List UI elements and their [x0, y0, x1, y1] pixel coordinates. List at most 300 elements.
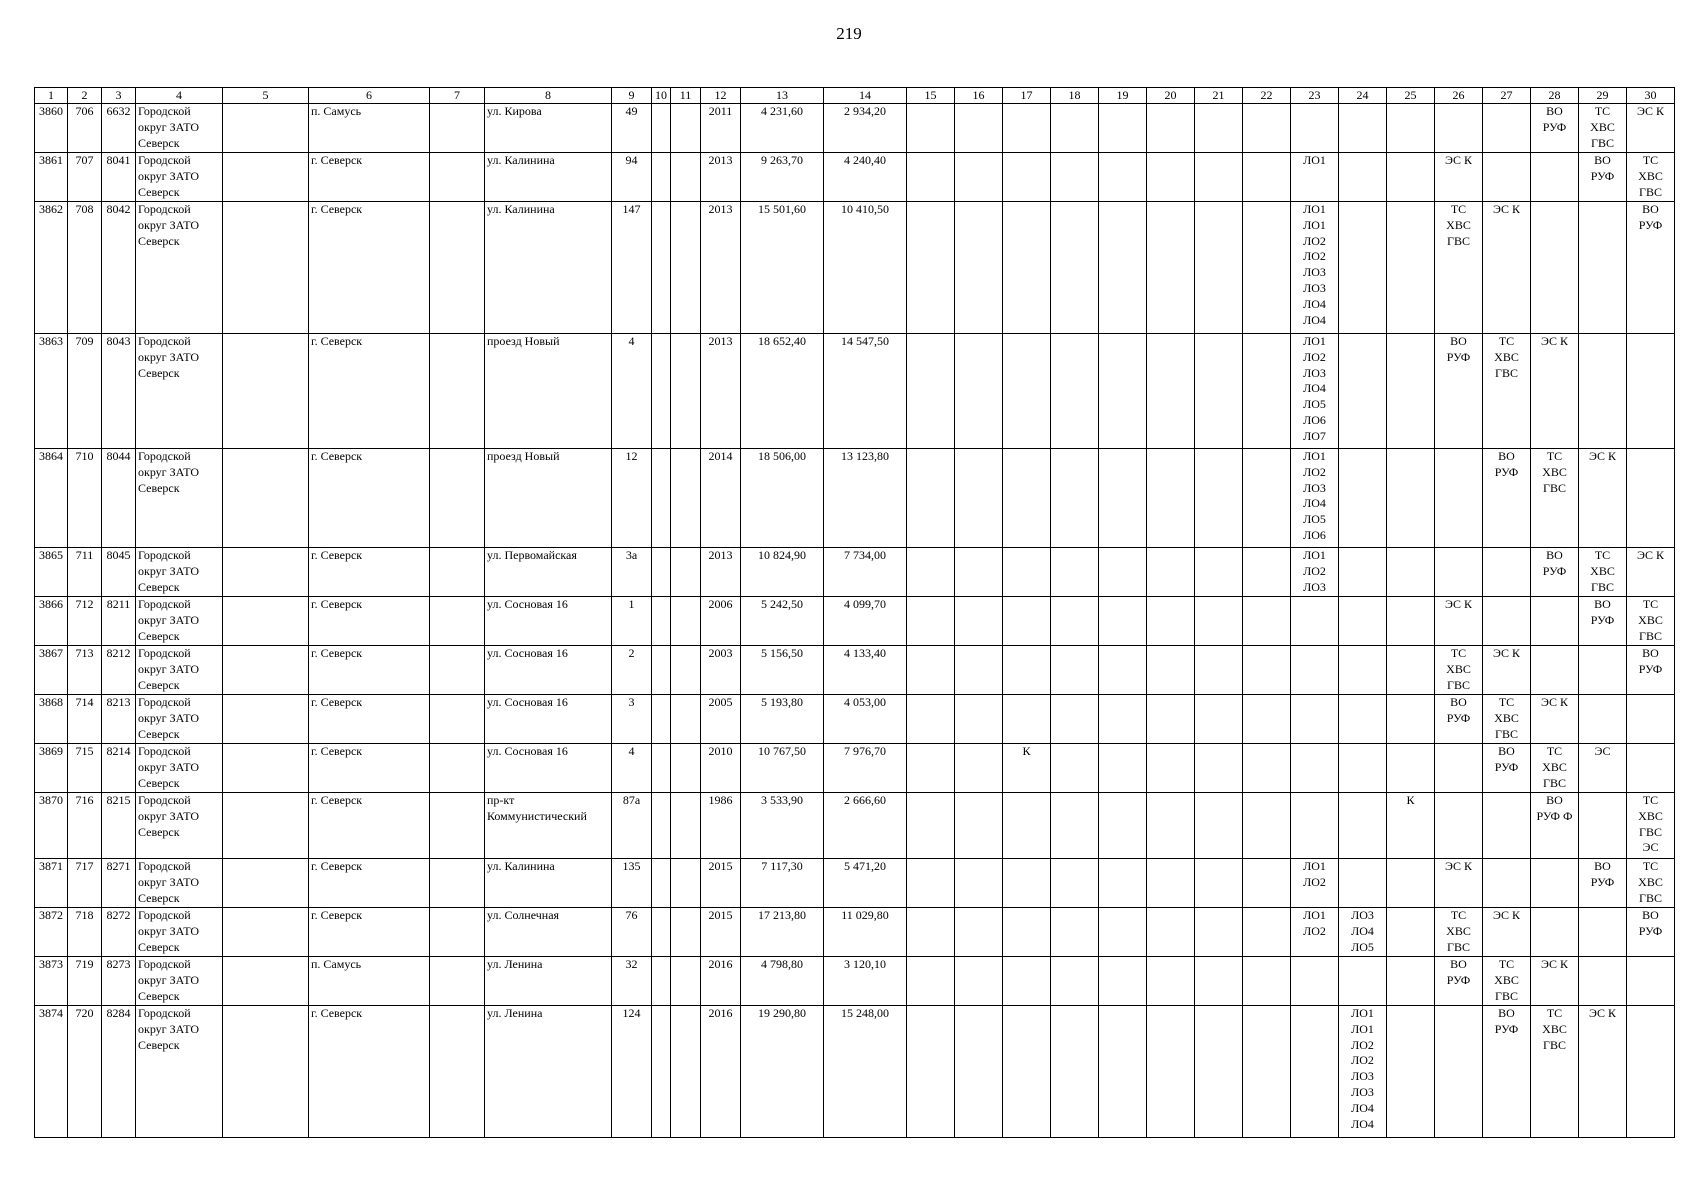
table-cell	[223, 202, 309, 334]
table-row	[35, 646, 1675, 695]
table-cell: 3860	[35, 104, 68, 153]
table-cell	[1531, 859, 1579, 908]
table-row	[35, 153, 1675, 202]
table-row	[35, 104, 1675, 153]
table-cell: 708	[68, 202, 102, 334]
table-cell	[955, 153, 1003, 202]
table-cell	[1195, 744, 1243, 793]
table-row	[35, 334, 1675, 449]
table-cell	[1291, 1006, 1339, 1138]
table-cell	[1099, 957, 1147, 1006]
table-cell: 713	[68, 646, 102, 695]
table-cell	[955, 1006, 1003, 1138]
table-cell: 3862	[35, 202, 68, 334]
table-cell	[1243, 646, 1291, 695]
table-cell: Городской округ ЗАТО Северск	[136, 597, 223, 646]
table-cell: ТС ХВС ГВС	[1531, 1006, 1579, 1138]
table-cell: ТС ХВС ГВС ЭС	[1627, 793, 1675, 859]
table-cell: 5 471,20	[824, 859, 907, 908]
table-cell: ЭС К	[1483, 646, 1531, 695]
table-cell: 2013	[701, 202, 741, 334]
table-cell	[1099, 597, 1147, 646]
table-cell	[1579, 793, 1627, 859]
table-cell	[907, 449, 955, 548]
table-cell: ЭС К	[1435, 859, 1483, 908]
table-cell	[1099, 793, 1147, 859]
table-cell: 2	[612, 646, 652, 695]
table-cell	[1387, 695, 1435, 744]
table-cell	[1003, 334, 1051, 449]
table-cell	[1003, 793, 1051, 859]
table-cell: ЛО1 ЛО2 ЛО3 ЛО4 ЛО5 ЛО6	[1291, 449, 1339, 548]
table-cell: Городской округ ЗАТО Северск	[136, 793, 223, 859]
table-cell	[223, 957, 309, 1006]
table-cell	[1051, 908, 1099, 957]
table-cell: 3870	[35, 793, 68, 859]
table-cell: ЛО1 ЛО2 ЛО3 ЛО4 ЛО5 ЛО6 ЛО7	[1291, 334, 1339, 449]
table-cell	[1435, 793, 1483, 859]
table-cell	[652, 646, 671, 695]
table-cell	[907, 859, 955, 908]
table-cell: ЭС К	[1483, 908, 1531, 957]
table-cell: 5 193,80	[741, 695, 824, 744]
table-cell: 714	[68, 695, 102, 744]
table-cell	[1003, 957, 1051, 1006]
table-row	[35, 202, 1675, 334]
table-cell: Городской округ ЗАТО Северск	[136, 548, 223, 597]
table-cell	[1483, 793, 1531, 859]
page-number: 219	[836, 24, 862, 43]
table-cell: 8041	[102, 153, 136, 202]
table-cell	[1195, 646, 1243, 695]
table-cell: г. Северск	[309, 695, 430, 744]
column-number-12: 12	[701, 88, 741, 104]
table-cell	[430, 548, 485, 597]
table-cell	[1387, 957, 1435, 1006]
table-cell	[652, 449, 671, 548]
table-cell	[1195, 153, 1243, 202]
table-cell: 8273	[102, 957, 136, 1006]
table-cell: 3871	[35, 859, 68, 908]
table-cell: ТС ХВС ГВС	[1483, 957, 1531, 1006]
table-cell	[1339, 104, 1387, 153]
table-cell: ЭС	[1579, 744, 1627, 793]
table-cell	[1627, 449, 1675, 548]
table-cell: 709	[68, 334, 102, 449]
table-cell: ТС ХВС ГВС	[1435, 908, 1483, 957]
table-cell: 711	[68, 548, 102, 597]
table-cell	[671, 202, 701, 334]
table-cell	[223, 449, 309, 548]
table-cell	[1579, 646, 1627, 695]
table-row	[35, 859, 1675, 908]
table-cell	[1339, 695, 1387, 744]
table-cell: 8214	[102, 744, 136, 793]
table-cell	[1387, 548, 1435, 597]
table-cell: 6632	[102, 104, 136, 153]
column-number-26: 26	[1435, 88, 1483, 104]
table-cell	[1195, 793, 1243, 859]
table-cell: ВО РУФ	[1531, 104, 1579, 153]
table-row	[35, 548, 1675, 597]
table-cell: Городской округ ЗАТО Северск	[136, 859, 223, 908]
table-cell	[1579, 695, 1627, 744]
table-cell	[671, 104, 701, 153]
table-cell	[1387, 859, 1435, 908]
table-cell: ЛО1 ЛО2	[1291, 859, 1339, 908]
table-cell	[1051, 695, 1099, 744]
column-number-28: 28	[1531, 88, 1579, 104]
table-cell: 10 410,50	[824, 202, 907, 334]
table-cell: п. Самусь	[309, 957, 430, 1006]
table-cell: ТС ХВС ГВС	[1627, 859, 1675, 908]
table-cell	[1339, 646, 1387, 695]
table-cell: Городской округ ЗАТО Северск	[136, 957, 223, 1006]
table-cell: 4 133,40	[824, 646, 907, 695]
table-cell: ЭС К	[1627, 104, 1675, 153]
table-cell: 2 666,60	[824, 793, 907, 859]
table-cell	[1051, 548, 1099, 597]
table-cell	[652, 744, 671, 793]
table-cell: ВО РУФ	[1579, 153, 1627, 202]
table-cell	[1435, 744, 1483, 793]
table-cell	[1243, 793, 1291, 859]
table-cell: Городской округ ЗАТО Северск	[136, 908, 223, 957]
table-cell	[1531, 646, 1579, 695]
table-cell: 15 501,60	[741, 202, 824, 334]
table-cell	[1195, 1006, 1243, 1138]
table-cell	[907, 104, 955, 153]
table-cell: 3864	[35, 449, 68, 548]
table-cell: 2006	[701, 597, 741, 646]
table-cell	[1099, 744, 1147, 793]
table-cell: ЛО1	[1291, 153, 1339, 202]
table-cell	[652, 334, 671, 449]
table-cell: ул. Сосновая 16	[485, 597, 612, 646]
table-cell	[1147, 202, 1195, 334]
table-cell: 10 824,90	[741, 548, 824, 597]
table-cell: 716	[68, 793, 102, 859]
column-number-30: 30	[1627, 88, 1675, 104]
column-number-16: 16	[955, 88, 1003, 104]
table-cell: ВО РУФ	[1483, 1006, 1531, 1138]
table-cell	[430, 646, 485, 695]
table-cell: 2013	[701, 548, 741, 597]
table-cell	[1291, 695, 1339, 744]
table-cell: г. Северск	[309, 153, 430, 202]
table-cell: ЭС К	[1627, 548, 1675, 597]
table-cell	[907, 1006, 955, 1138]
column-number-1: 1	[35, 88, 68, 104]
table-cell	[1243, 153, 1291, 202]
table-cell	[1531, 908, 1579, 957]
table-cell	[223, 1006, 309, 1138]
table-cell: 1986	[701, 793, 741, 859]
table-cell	[1339, 957, 1387, 1006]
table-cell: ТС ХВС ГВС	[1531, 449, 1579, 548]
table-cell	[1099, 646, 1147, 695]
table-cell: ул. Ленина	[485, 957, 612, 1006]
table-cell: 8211	[102, 597, 136, 646]
table-cell	[907, 153, 955, 202]
table-cell: г. Северск	[309, 202, 430, 334]
table-cell: 2013	[701, 153, 741, 202]
table-cell	[1243, 449, 1291, 548]
table-cell	[1195, 202, 1243, 334]
table-cell: 706	[68, 104, 102, 153]
column-number-5: 5	[223, 88, 309, 104]
table-cell	[652, 548, 671, 597]
table-cell	[1243, 548, 1291, 597]
table-cell	[1243, 957, 1291, 1006]
table-cell	[1147, 153, 1195, 202]
table-cell	[1195, 597, 1243, 646]
table-cell	[430, 859, 485, 908]
column-number-8: 8	[485, 88, 612, 104]
table-cell: ТС ХВС ГВС	[1483, 695, 1531, 744]
table-cell: 2011	[701, 104, 741, 153]
table-cell: 3872	[35, 908, 68, 957]
table-cell: 12	[612, 449, 652, 548]
table-cell	[652, 859, 671, 908]
table-cell	[1627, 334, 1675, 449]
table-cell: 15 248,00	[824, 1006, 907, 1138]
table-cell: ТС ХВС ГВС	[1627, 597, 1675, 646]
table-cell	[1627, 744, 1675, 793]
table-cell	[1147, 744, 1195, 793]
table-cell	[1579, 957, 1627, 1006]
column-number-11: 11	[671, 88, 701, 104]
table-cell: ЛО1 ЛО1 ЛО2 ЛО2 ЛО3 ЛО3 ЛО4 ЛО4	[1291, 202, 1339, 334]
table-cell: ЭС К	[1483, 202, 1531, 334]
table-cell	[652, 695, 671, 744]
table-cell	[1147, 646, 1195, 695]
table-row	[35, 695, 1675, 744]
table-cell: 8045	[102, 548, 136, 597]
table-cell	[223, 548, 309, 597]
table-cell: 5 242,50	[741, 597, 824, 646]
table-cell	[955, 859, 1003, 908]
table-cell: 715	[68, 744, 102, 793]
table-cell	[1243, 202, 1291, 334]
column-number-24: 24	[1339, 88, 1387, 104]
table-cell: ВО РУФ	[1483, 449, 1531, 548]
table-cell	[1387, 449, 1435, 548]
table-cell: 8212	[102, 646, 136, 695]
table-cell: 3868	[35, 695, 68, 744]
table-cell	[1243, 859, 1291, 908]
table-cell: 13 123,80	[824, 449, 907, 548]
table-cell	[1531, 597, 1579, 646]
table-cell	[430, 334, 485, 449]
table-cell	[671, 597, 701, 646]
table-cell	[1435, 449, 1483, 548]
table-cell: г. Северск	[309, 449, 430, 548]
table-cell: ВО РУФ	[1435, 957, 1483, 1006]
table-cell: г. Северск	[309, 548, 430, 597]
table-cell	[1099, 153, 1147, 202]
table-cell: ВО РУФ	[1627, 202, 1675, 334]
column-number-4: 4	[136, 88, 223, 104]
table-cell: 8042	[102, 202, 136, 334]
table-row	[35, 793, 1675, 859]
table-cell	[1291, 597, 1339, 646]
column-number-9: 9	[612, 88, 652, 104]
table-cell	[1147, 695, 1195, 744]
table-cell: ТС ХВС ГВС	[1483, 334, 1531, 449]
table-cell	[1579, 202, 1627, 334]
table-cell: г. Северск	[309, 744, 430, 793]
table-cell	[1051, 104, 1099, 153]
table-cell	[1579, 334, 1627, 449]
table-cell	[1339, 744, 1387, 793]
column-number-14: 14	[824, 88, 907, 104]
table-cell	[223, 104, 309, 153]
table-cell	[223, 597, 309, 646]
table-cell: 3а	[612, 548, 652, 597]
table-cell: ул. Калинина	[485, 859, 612, 908]
table-cell	[430, 1006, 485, 1138]
table-cell: 32	[612, 957, 652, 1006]
table-cell	[1147, 793, 1195, 859]
register-table	[34, 87, 1675, 1138]
table-cell	[1339, 449, 1387, 548]
table-cell	[1003, 1006, 1051, 1138]
table-cell	[1003, 548, 1051, 597]
table-row	[35, 957, 1675, 1006]
column-number-2: 2	[68, 88, 102, 104]
table-cell	[1147, 548, 1195, 597]
table-row	[35, 449, 1675, 548]
table-cell: 2 934,20	[824, 104, 907, 153]
table-cell: 18 506,00	[741, 449, 824, 548]
table-cell	[907, 646, 955, 695]
table-cell: 147	[612, 202, 652, 334]
table-cell: 7 976,70	[824, 744, 907, 793]
table-cell: 3863	[35, 334, 68, 449]
table-cell: 4	[612, 744, 652, 793]
table-cell: 14 547,50	[824, 334, 907, 449]
table-cell	[1099, 334, 1147, 449]
column-number-3: 3	[102, 88, 136, 104]
table-cell: ул. Первомайская	[485, 548, 612, 597]
table-cell	[1147, 957, 1195, 1006]
table-cell	[1099, 859, 1147, 908]
table-cell: ВО РУФ	[1579, 859, 1627, 908]
table-cell	[907, 793, 955, 859]
table-cell	[652, 104, 671, 153]
table-cell	[907, 202, 955, 334]
header-row	[35, 88, 1675, 104]
table-cell	[1099, 449, 1147, 548]
table-row	[35, 744, 1675, 793]
table-cell: 2003	[701, 646, 741, 695]
table-cell	[1051, 449, 1099, 548]
table-cell: 124	[612, 1006, 652, 1138]
table-cell	[430, 908, 485, 957]
table-cell: 717	[68, 859, 102, 908]
column-number-13: 13	[741, 88, 824, 104]
table-cell: 8284	[102, 1006, 136, 1138]
table-cell: ул. Сосновая 16	[485, 695, 612, 744]
table-cell	[671, 548, 701, 597]
column-number-17: 17	[1003, 88, 1051, 104]
table-cell: 2015	[701, 908, 741, 957]
table-cell: ЛО1 ЛО2 ЛО3	[1291, 548, 1339, 597]
table-cell	[1003, 449, 1051, 548]
table-cell: ВО РУФ	[1435, 334, 1483, 449]
table-cell: ул. Солнечная	[485, 908, 612, 957]
table-cell	[430, 695, 485, 744]
table-cell: 5 156,50	[741, 646, 824, 695]
table-cell: К	[1387, 793, 1435, 859]
table-cell	[1339, 793, 1387, 859]
table-cell: ВО РУФ	[1435, 695, 1483, 744]
table-cell	[1627, 957, 1675, 1006]
column-number-20: 20	[1147, 88, 1195, 104]
table-cell: г. Северск	[309, 646, 430, 695]
table-cell	[652, 202, 671, 334]
table-cell	[430, 957, 485, 1006]
table-cell: Городской округ ЗАТО Северск	[136, 202, 223, 334]
table-cell	[671, 646, 701, 695]
table-cell: Городской округ ЗАТО Северск	[136, 104, 223, 153]
table-cell	[430, 449, 485, 548]
table-cell	[1195, 957, 1243, 1006]
table-cell: г. Северск	[309, 597, 430, 646]
table-cell: ЭС К	[1531, 957, 1579, 1006]
table-cell	[955, 744, 1003, 793]
table-cell: 2015	[701, 859, 741, 908]
table-cell	[1387, 744, 1435, 793]
table-cell	[223, 744, 309, 793]
table-cell	[1195, 334, 1243, 449]
table-cell: 4 053,00	[824, 695, 907, 744]
table-cell: ул. Ленина	[485, 1006, 612, 1138]
table-cell	[1147, 104, 1195, 153]
table-row	[35, 908, 1675, 957]
table-cell: 707	[68, 153, 102, 202]
table-cell: 3 120,10	[824, 957, 907, 1006]
column-number-27: 27	[1483, 88, 1531, 104]
table-cell	[1627, 1006, 1675, 1138]
table-cell: г. Северск	[309, 908, 430, 957]
table-cell: 2016	[701, 1006, 741, 1138]
table-cell: ЭС К	[1435, 153, 1483, 202]
table-cell: 49	[612, 104, 652, 153]
table-cell	[907, 597, 955, 646]
table-cell: ЭС К	[1579, 449, 1627, 548]
table-cell	[1003, 908, 1051, 957]
table-cell: 4 240,40	[824, 153, 907, 202]
table-cell: 8272	[102, 908, 136, 957]
table-cell	[1147, 1006, 1195, 1138]
table-cell: ЛО3 ЛО4 ЛО5	[1339, 908, 1387, 957]
table-cell: 2005	[701, 695, 741, 744]
table-cell	[1195, 449, 1243, 548]
table-cell	[1099, 695, 1147, 744]
table-cell: пр-кт Коммунистический	[485, 793, 612, 859]
table-cell	[1003, 202, 1051, 334]
table-cell	[955, 597, 1003, 646]
table-cell	[1147, 449, 1195, 548]
table-cell	[955, 202, 1003, 334]
table-cell	[1147, 597, 1195, 646]
table-cell	[1243, 695, 1291, 744]
table-cell: 2016	[701, 957, 741, 1006]
table-cell	[1531, 153, 1579, 202]
table-cell: Городской округ ЗАТО Северск	[136, 449, 223, 548]
